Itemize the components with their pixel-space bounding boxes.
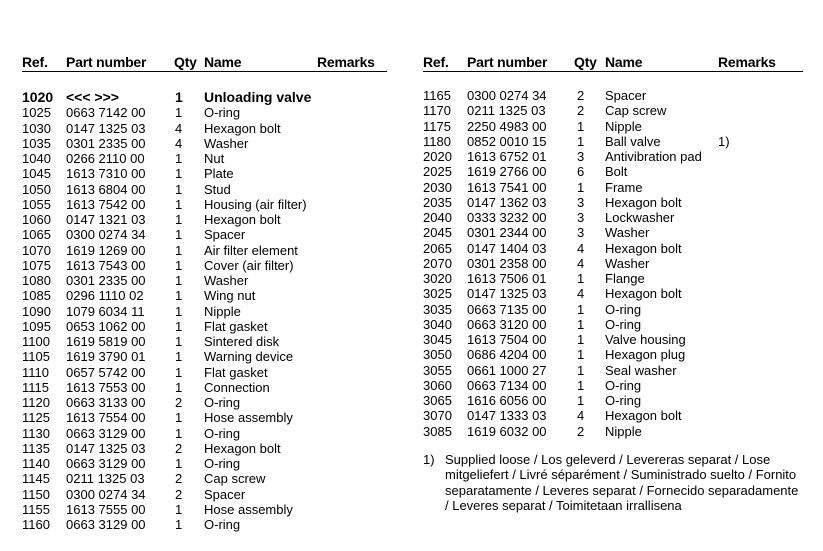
cell-ref: 1050 xyxy=(22,181,51,197)
cell-qty: 1 xyxy=(175,501,183,517)
cell-qty: 3 xyxy=(577,194,585,210)
cell-qty: 1 xyxy=(175,242,183,258)
cell-qty: 4 xyxy=(577,240,585,256)
table-row xyxy=(423,393,803,408)
cell-part-number: 0296 1110 02 xyxy=(66,288,144,304)
cell-ref: 1040 xyxy=(22,151,51,166)
table-row xyxy=(423,347,803,362)
cell-ref: 1115 xyxy=(22,379,49,395)
cell-part-number: 0147 1325 03 xyxy=(66,440,146,456)
cell-ref: 3040 xyxy=(423,316,452,332)
cell-name: Antivibration pad xyxy=(605,149,702,164)
cell-ref: 1085 xyxy=(22,288,51,304)
cell-name: O-ring xyxy=(605,301,642,317)
table-row xyxy=(22,197,387,212)
header-qty: Qty xyxy=(574,54,597,70)
footnote xyxy=(423,452,803,514)
cell-qty: 1 xyxy=(175,89,183,105)
cell-qty: 1 xyxy=(175,456,183,471)
cell-part-number: 0147 1325 03 xyxy=(66,120,146,136)
cell-name: Hose assembly xyxy=(204,410,293,426)
cell-qty: 2 xyxy=(577,103,585,119)
cell-name: Wing nut xyxy=(204,288,256,304)
cell-ref: 1150 xyxy=(22,486,50,502)
cell-name: Hexagon bolt xyxy=(204,120,281,136)
header-part-number: Part number xyxy=(66,54,147,70)
cell-name: Cover (air filter) xyxy=(204,257,294,273)
cell-ref: 1130 xyxy=(22,425,50,441)
table-row xyxy=(423,88,803,103)
cell-name: Hexagon plug xyxy=(605,347,686,363)
cell-part-number: 0663 3129 00 xyxy=(66,456,146,471)
table-row xyxy=(423,210,803,225)
cell-part-number: 0266 2110 00 xyxy=(66,151,145,166)
cell-ref: 1155 xyxy=(22,501,50,517)
table-row xyxy=(423,408,803,423)
table-row xyxy=(423,241,803,256)
cell-part-number: 1613 7504 00 xyxy=(467,332,547,347)
cell-part-number: 1613 6752 01 xyxy=(467,149,547,164)
cell-part-number: <<< >>> xyxy=(66,89,119,105)
cell-ref: 1045 xyxy=(22,166,51,182)
cell-qty: 4 xyxy=(175,135,183,151)
cell-name: Spacer xyxy=(204,486,246,502)
table-row xyxy=(22,334,387,349)
table-row xyxy=(22,136,387,151)
cell-part-number: 0663 3120 00 xyxy=(467,316,547,332)
header-ref: Ref. xyxy=(22,54,48,70)
table-row xyxy=(423,103,803,118)
left-rows xyxy=(22,90,387,532)
cell-ref: 3085 xyxy=(423,423,452,439)
table-row xyxy=(22,517,387,532)
cell-qty: 1 xyxy=(175,334,183,349)
table-row xyxy=(22,166,387,181)
cell-name: Hexagon bolt xyxy=(204,440,281,456)
cell-part-number: 0301 2335 00 xyxy=(66,135,146,151)
cell-part-number: 1613 7553 00 xyxy=(66,379,146,395)
cell-ref: 2020 xyxy=(423,149,452,164)
cell-part-number: 0301 2344 00 xyxy=(467,225,547,241)
cell-ref: 2035 xyxy=(423,194,452,210)
cell-ref: 1105 xyxy=(22,349,50,365)
cell-qty: 1 xyxy=(175,196,183,212)
cell-qty: 1 xyxy=(175,364,183,380)
cell-part-number: 0663 7135 00 xyxy=(467,301,547,317)
cell-name: O-ring xyxy=(204,425,241,441)
cell-part-number: 0661 1000 27 xyxy=(467,362,547,378)
table-row xyxy=(22,426,387,441)
cell-name: O-ring xyxy=(605,377,642,393)
cell-name: Hexagon bolt xyxy=(605,240,682,256)
table-row xyxy=(423,286,803,301)
cell-ref: 2040 xyxy=(423,210,452,225)
cell-ref: 1070 xyxy=(22,242,51,258)
cell-part-number: 0663 3133 00 xyxy=(66,395,146,410)
cell-qty: 3 xyxy=(577,210,585,225)
cell-name: Nut xyxy=(204,151,225,166)
cell-qty: 1 xyxy=(175,379,183,395)
cell-qty: 2 xyxy=(175,486,183,502)
table-row xyxy=(423,378,803,393)
cell-name: Washer xyxy=(204,135,249,151)
table-row xyxy=(423,225,803,240)
cell-qty: 1 xyxy=(577,316,585,332)
cell-ref: 3060 xyxy=(423,377,452,393)
cell-name: O-ring xyxy=(204,395,241,410)
table-row xyxy=(22,410,387,425)
cell-qty: 2 xyxy=(175,395,183,410)
cell-name: Spacer xyxy=(204,227,246,243)
cell-qty: 1 xyxy=(577,179,585,195)
cell-qty: 1 xyxy=(577,393,585,408)
cell-name: Bolt xyxy=(605,164,628,180)
cell-ref: 1120 xyxy=(22,395,50,410)
header-part-number: Part number xyxy=(467,54,548,70)
cell-qty: 3 xyxy=(577,225,585,241)
table-row xyxy=(22,243,387,258)
cell-ref: 1175 xyxy=(423,118,451,134)
cell-ref: 1100 xyxy=(22,334,50,349)
cell-qty: 2 xyxy=(577,88,585,103)
cell-qty: 4 xyxy=(577,286,585,302)
cell-part-number: 1619 6032 00 xyxy=(467,423,547,439)
cell-part-number: 1613 6804 00 xyxy=(66,181,146,197)
cell-part-number: 0147 1404 03 xyxy=(467,240,547,256)
cell-name: Warning device xyxy=(204,349,294,365)
table-row xyxy=(22,258,387,273)
cell-part-number: 0147 1362 03 xyxy=(467,194,547,210)
header-remarks: Remarks xyxy=(718,54,776,70)
table-row xyxy=(22,380,387,395)
cell-part-number: 1619 1269 00 xyxy=(66,242,146,258)
table-row xyxy=(22,365,387,380)
table-header xyxy=(22,54,387,72)
table-row xyxy=(22,395,387,410)
cell-qty: 1 xyxy=(577,377,585,393)
cell-ref: 1135 xyxy=(22,440,50,456)
cell-name: Housing (air filter) xyxy=(204,196,307,212)
table-row xyxy=(22,502,387,517)
cell-part-number: 0300 0274 34 xyxy=(467,88,547,103)
cell-name: Hexagon bolt xyxy=(204,212,281,227)
table-row xyxy=(22,212,387,227)
cell-name: Washer xyxy=(204,273,249,288)
cell-part-number: 0333 3232 00 xyxy=(467,210,547,225)
cell-remarks: 1) xyxy=(718,133,730,149)
cell-name: Frame xyxy=(605,179,643,195)
cell-part-number: 1619 5819 00 xyxy=(66,334,146,349)
cell-ref: 3045 xyxy=(423,332,452,347)
cell-ref: 2030 xyxy=(423,179,452,195)
cell-part-number: 1613 7541 00 xyxy=(467,179,547,195)
cell-name: Nipple xyxy=(204,303,241,319)
cell-name: Seal washer xyxy=(605,362,677,378)
cell-qty: 1 xyxy=(175,349,183,365)
cell-ref: 1035 xyxy=(22,135,51,151)
table-row xyxy=(423,119,803,134)
cell-part-number: 0211 1325 03 xyxy=(66,471,145,487)
table-row xyxy=(423,134,803,149)
cell-qty: 1 xyxy=(175,410,183,426)
header-remarks: Remarks xyxy=(317,54,375,70)
cell-name: O-ring xyxy=(204,105,241,121)
table-row xyxy=(423,332,803,347)
cell-ref: 1140 xyxy=(22,456,50,471)
cell-ref: 3050 xyxy=(423,347,452,363)
cell-name: Air filter element xyxy=(204,242,298,258)
cell-part-number: 0300 0274 34 xyxy=(66,227,146,243)
cell-qty: 1 xyxy=(175,212,183,227)
cell-name: Flat gasket xyxy=(204,364,268,380)
cell-part-number: 0147 1333 03 xyxy=(467,408,547,424)
cell-part-number: 0147 1325 03 xyxy=(467,286,547,302)
cell-part-number: 0663 7142 00 xyxy=(66,105,146,121)
right-parts-table xyxy=(423,54,803,514)
cell-ref: 1090 xyxy=(22,303,51,319)
table-row xyxy=(423,363,803,378)
cell-ref: 1160 xyxy=(22,517,50,532)
table-row xyxy=(22,471,387,486)
cell-ref: 1170 xyxy=(423,103,451,119)
cell-qty: 1 xyxy=(577,118,585,134)
cell-part-number: 0211 1325 03 xyxy=(467,103,546,119)
table-row xyxy=(22,151,387,166)
cell-name: Flange xyxy=(605,271,645,286)
footnote-text: Supplied loose / Los geleverd / Levereras separat / Lose mitgeliefert / Livré séparément / Suministrado suelto / Fornito separatamente / Leveres separat / Fornecido separadamente / Leveres separat / Toimitetaan irrallisena xyxy=(445,451,799,514)
cell-name: Ball valve xyxy=(605,133,661,149)
cell-qty: 1 xyxy=(577,301,585,317)
table-row xyxy=(22,105,387,120)
cell-name: Hexagon bolt xyxy=(605,194,682,210)
cell-qty: 2 xyxy=(175,471,183,487)
cell-part-number: 1613 7554 00 xyxy=(66,410,146,426)
cell-name: Hose assembly xyxy=(204,501,293,517)
cell-part-number: 1619 2766 00 xyxy=(467,164,547,180)
cell-ref: 1165 xyxy=(423,88,451,103)
cell-qty: 1 xyxy=(175,166,183,182)
cell-qty: 1 xyxy=(175,227,183,243)
cell-ref: 1095 xyxy=(22,318,51,334)
cell-name: O-ring xyxy=(605,316,642,332)
cell-qty: 1 xyxy=(175,425,183,441)
cell-name: Cap screw xyxy=(605,103,667,119)
cell-qty: 6 xyxy=(577,164,585,180)
table-row xyxy=(22,227,387,242)
cell-ref: 2065 xyxy=(423,240,452,256)
cell-part-number: 0663 3129 00 xyxy=(66,517,146,532)
cell-qty: 1 xyxy=(577,347,585,363)
cell-part-number: 1613 7543 00 xyxy=(66,257,146,273)
cell-qty: 1 xyxy=(175,257,183,273)
cell-ref: 1030 xyxy=(22,120,51,136)
cell-name: Washer xyxy=(605,255,650,271)
cell-ref: 3070 xyxy=(423,408,452,424)
cell-ref: 1055 xyxy=(22,196,51,212)
cell-ref: 3035 xyxy=(423,301,452,317)
right-rows xyxy=(423,88,803,439)
cell-name: Plate xyxy=(204,166,234,182)
table-row xyxy=(423,256,803,271)
cell-qty: 1 xyxy=(175,288,183,304)
cell-qty: 1 xyxy=(577,362,585,378)
cell-ref: 1060 xyxy=(22,212,51,227)
cell-qty: 1 xyxy=(175,318,183,334)
cell-ref: 2045 xyxy=(423,225,452,241)
cell-part-number: 0301 2335 00 xyxy=(66,273,146,288)
cell-part-number: 0300 0274 34 xyxy=(66,486,146,502)
cell-name: Washer xyxy=(605,225,650,241)
table-row xyxy=(423,149,803,164)
table-header xyxy=(423,54,803,72)
cell-ref: 3065 xyxy=(423,393,452,408)
cell-name: Connection xyxy=(204,379,270,395)
cell-qty: 1 xyxy=(577,133,585,149)
footnote-mark: 1) xyxy=(423,451,435,467)
cell-qty: 1 xyxy=(175,517,183,532)
cell-ref: 1145 xyxy=(22,471,50,487)
cell-name: Hexagon bolt xyxy=(605,408,682,424)
table-row xyxy=(423,424,803,439)
cell-qty: 1 xyxy=(577,271,585,286)
table-row xyxy=(423,302,803,317)
cell-name: O-ring xyxy=(204,456,241,471)
cell-ref: 1025 xyxy=(22,105,51,121)
cell-ref: 3055 xyxy=(423,362,452,378)
cell-name: Valve housing xyxy=(605,332,686,347)
cell-part-number: 0301 2358 00 xyxy=(467,255,547,271)
cell-ref: 1125 xyxy=(22,410,50,426)
cell-part-number: 1613 7555 00 xyxy=(66,501,146,517)
table-row xyxy=(22,319,387,334)
header-name: Name xyxy=(204,54,242,70)
cell-qty: 3 xyxy=(577,149,585,164)
cell-part-number: 0663 7134 00 xyxy=(467,377,547,393)
cell-qty: 4 xyxy=(577,255,585,271)
cell-ref: 3025 xyxy=(423,286,452,302)
cell-part-number: 1616 6056 00 xyxy=(467,393,547,408)
cell-name: Nipple xyxy=(605,118,642,134)
cell-qty: 4 xyxy=(175,120,183,136)
cell-part-number: 1613 7310 00 xyxy=(66,166,146,182)
header-name: Name xyxy=(605,54,643,70)
cell-part-number: 1079 6034 11 xyxy=(66,303,145,319)
cell-ref: 2025 xyxy=(423,164,452,180)
cell-qty: 1 xyxy=(175,273,183,288)
cell-part-number: 0657 5742 00 xyxy=(66,364,146,380)
cell-qty: 1 xyxy=(577,332,585,347)
cell-part-number: 1619 3790 01 xyxy=(66,349,146,365)
cell-name: Nipple xyxy=(605,423,642,439)
table-row xyxy=(22,487,387,502)
cell-part-number: 2250 4983 00 xyxy=(467,118,547,134)
cell-part-number: 0653 1062 00 xyxy=(66,318,146,334)
header-ref: Ref. xyxy=(423,54,449,70)
table-row xyxy=(22,349,387,364)
cell-part-number: 0663 3129 00 xyxy=(66,425,146,441)
table-row xyxy=(22,288,387,303)
cell-qty: 1 xyxy=(175,303,183,319)
table-row xyxy=(22,121,387,136)
cell-qty: 2 xyxy=(175,440,183,456)
table-row xyxy=(22,456,387,471)
cell-part-number: 0686 4204 00 xyxy=(467,347,547,363)
table-row xyxy=(423,180,803,195)
cell-ref: 1065 xyxy=(22,227,51,243)
table-row xyxy=(423,317,803,332)
cell-name: Hexagon bolt xyxy=(605,286,682,302)
cell-qty: 2 xyxy=(577,423,585,439)
cell-name: Spacer xyxy=(605,88,647,103)
cell-qty: 4 xyxy=(577,408,585,424)
cell-name: Flat gasket xyxy=(204,318,268,334)
table-row xyxy=(22,90,387,105)
table-row xyxy=(423,271,803,286)
table-row xyxy=(22,304,387,319)
cell-part-number: 0852 0010 15 xyxy=(467,133,547,149)
header-qty: Qty xyxy=(174,54,197,70)
cell-qty: 1 xyxy=(175,181,183,197)
cell-name: Stud xyxy=(204,181,231,197)
cell-ref: 3020 xyxy=(423,271,452,286)
cell-ref: 1110 xyxy=(22,364,49,380)
cell-part-number: 1613 7542 00 xyxy=(66,196,146,212)
left-parts-table xyxy=(22,54,387,532)
cell-name: Lockwasher xyxy=(605,210,675,225)
cell-qty: 1 xyxy=(175,105,183,121)
table-row xyxy=(22,441,387,456)
cell-name: Cap screw xyxy=(204,471,266,487)
cell-part-number: 1613 7506 01 xyxy=(467,271,547,286)
cell-qty: 1 xyxy=(175,151,183,166)
cell-ref: 2070 xyxy=(423,255,452,271)
table-row xyxy=(22,273,387,288)
table-row xyxy=(22,182,387,197)
cell-ref: 1075 xyxy=(22,257,51,273)
table-row xyxy=(423,164,803,179)
cell-name: O-ring xyxy=(605,393,642,408)
cell-part-number: 0147 1321 03 xyxy=(66,212,146,227)
cell-name: O-ring xyxy=(204,517,241,532)
table-row xyxy=(423,195,803,210)
cell-ref: 1180 xyxy=(423,133,451,149)
cell-name: Sintered disk xyxy=(204,334,280,349)
cell-ref: 1020 xyxy=(22,89,54,105)
cell-ref: 1080 xyxy=(22,273,51,288)
cell-name: Unloading valve xyxy=(204,89,312,105)
